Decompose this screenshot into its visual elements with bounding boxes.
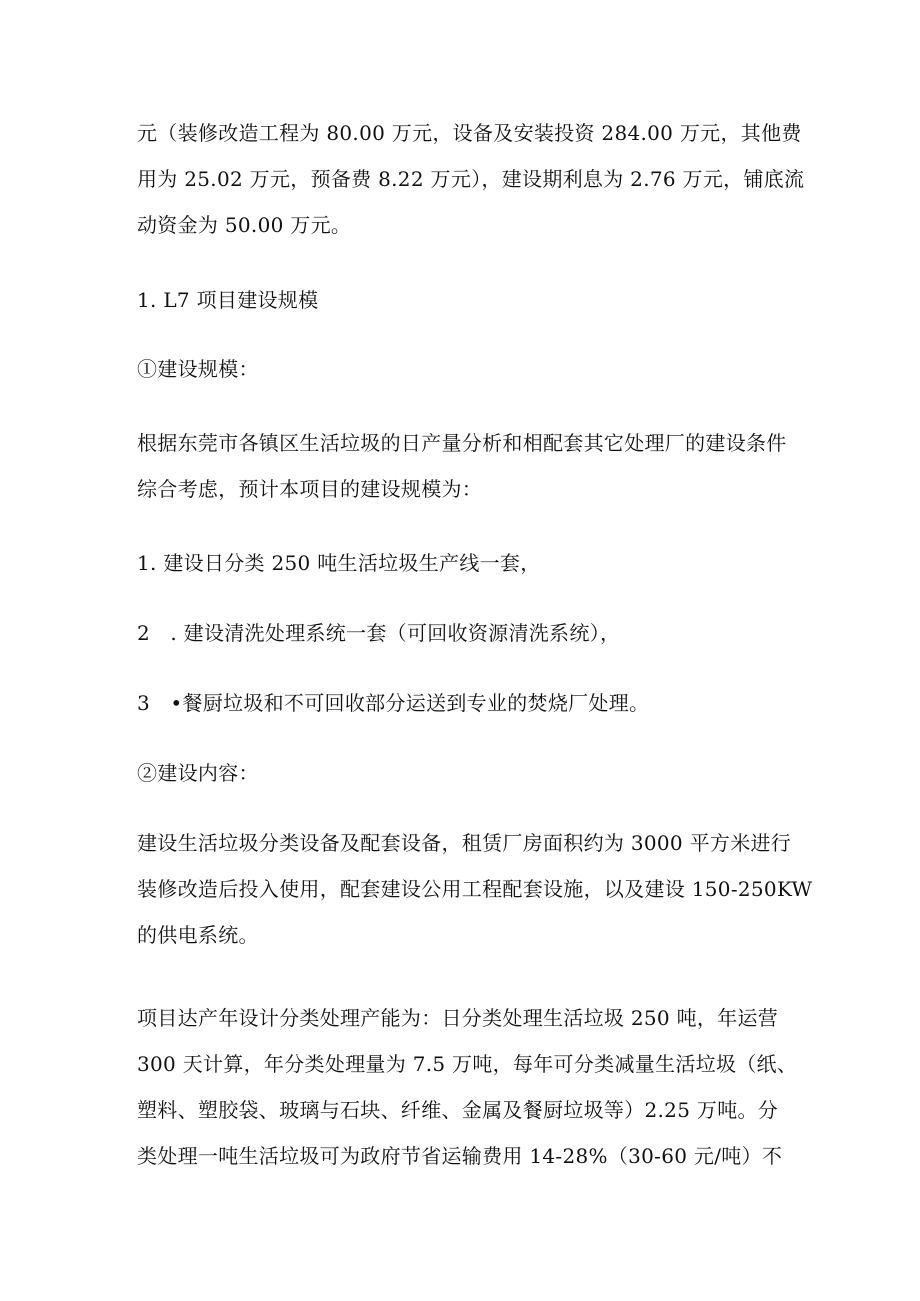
- paragraph-line: 综合考虑，预计本项目的建设规模为：: [137, 477, 483, 501]
- list-item: 3 •餐厨垃圾和不可回收部分运送到专业的焚烧厂处理。: [137, 691, 650, 715]
- scale-item-2: [137, 610, 787, 656]
- paragraph-line: 根据东莞市各镇区生活垃圾的日产量分析和相配套其它处理厂的建设条件: [137, 431, 787, 455]
- paragraph-line: 建设生活垃圾分类设备及配套设备，租赁厂房面积约为 3000 平方米进行: [137, 831, 792, 855]
- content-heading: [137, 750, 787, 796]
- scale-heading-text: ①建设规模：: [137, 357, 259, 381]
- scale-heading: [137, 346, 787, 392]
- capacity-paragraph: [137, 995, 798, 1179]
- list-item: 2 . 建设清洗处理系统一套（可回收资源清洗系统），: [137, 621, 621, 645]
- paragraph-line: 元（装修改造工程为 80.00 万元，设备及安装投资 284.00 万元，其他费: [137, 121, 802, 145]
- list-item: 1. 建设日分类 250 吨生活垃圾生产线一套，: [137, 551, 541, 575]
- scale-item-3: [137, 680, 787, 726]
- paragraph-line: 项目达产年设计分类处理产能为：日分类处理生活垃圾 250 吨，年运营: [137, 1006, 779, 1030]
- content-heading-text: ②建设内容：: [137, 761, 259, 785]
- scale-intro-paragraph: [137, 420, 787, 512]
- content-paragraph: [137, 820, 813, 958]
- paragraph-line: 装修改造后投入使用，配套建设公用工程配套设施，以及建设 150-250KW: [137, 877, 813, 901]
- section-heading-text: 1. L7 项目建设规模: [137, 288, 319, 312]
- paragraph-line: 用为 25.02 万元，预备费 8.22 万元），建设期利息为 2.76 万元，铺底流: [137, 167, 805, 191]
- paragraph-line: 塑料、塑胶袋、玻璃与石块、纤维、金属及餐厨垃圾等）2.25 万吨。分: [137, 1098, 779, 1122]
- paragraph-line: 300 天计算，年分类处理量为 7.5 万吨，每年可分类减量生活垃圾（纸、: [137, 1052, 798, 1076]
- paragraph-line: 类处理一吨生活垃圾可为政府节省运输费用 14-28%（30-60 元/吨）不: [137, 1144, 783, 1168]
- paragraph-line: 动资金为 50.00 万元。: [137, 213, 352, 237]
- section-heading: [137, 277, 787, 323]
- paragraph-line: 的供电系统。: [137, 923, 259, 947]
- scale-item-1: [137, 540, 787, 586]
- intro-paragraph: [137, 110, 805, 248]
